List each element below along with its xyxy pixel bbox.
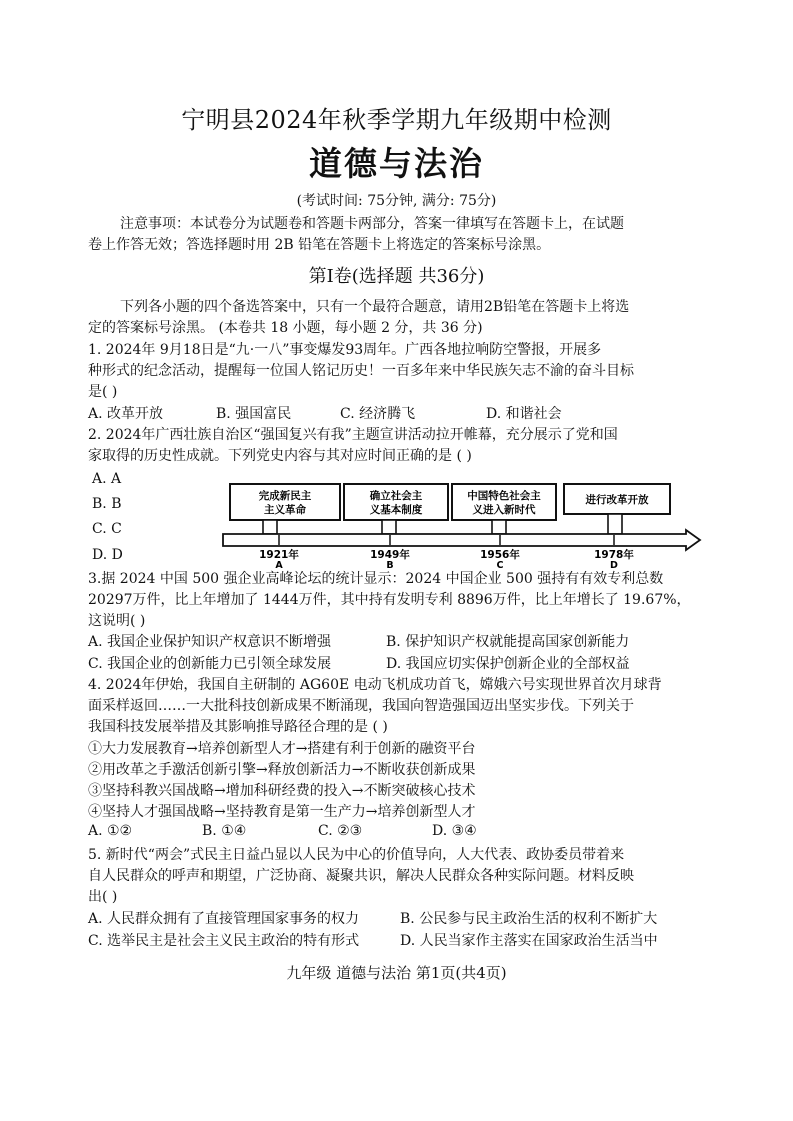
timeline-box-1-line-2: 主义革命 bbox=[264, 504, 306, 516]
statement-2: ②用改革之手激活创新引擎→释放创新活力→不断收获创新成果 bbox=[88, 762, 476, 778]
option-b: B. B bbox=[92, 496, 122, 512]
option-b: B. ①④ bbox=[202, 823, 247, 839]
timeline-letter-c: C bbox=[496, 560, 504, 570]
question-text-line: 家取得的历史性成就。下列党史内容与其对应时间正确的是 ( ) bbox=[88, 448, 472, 464]
question-text-line: 4. 2024年伊始，我国自主研制的 AG60E 电动飞机成功首飞，嫦娥六号实现世界首次月球背 bbox=[88, 677, 662, 693]
exam-title: 宁明县2024年秋季学期九年级期中检测 bbox=[181, 106, 612, 134]
notice-line-1: 注意事项：本试卷分为试题卷和答题卡两部分，答案一律填写在答题卡上，在试题 bbox=[120, 216, 624, 232]
subject-title: 道德与法治 bbox=[309, 144, 484, 183]
option-a: A. ①② bbox=[88, 823, 133, 839]
question-text-line: 种形式的纪念活动，提醒每一位国人铭记历史！一百多年来中华民族矢志不渝的奋斗目标 bbox=[88, 363, 634, 379]
question-text-line: 面采样返回……一大批科技创新成果不断涌现，我国向智造强国迈出坚实步伐。下列关于 bbox=[88, 698, 634, 714]
option-b: B. 公民参与民主政治生活的权利不断扩大 bbox=[400, 911, 658, 927]
timeline-letter-a: A bbox=[275, 560, 283, 570]
notice-line-2: 卷上作答无效；答选择题时用 2B 铅笔在答题卡上将选定的答案标号涂黑。 bbox=[88, 237, 551, 253]
timeline-box-2-line-1: 确立社会主 bbox=[369, 490, 423, 502]
party-history-timeline bbox=[218, 478, 708, 570]
timeline-year-1: 1921年 bbox=[259, 549, 299, 561]
timeline-box-1-line-1: 完成新民主 bbox=[258, 490, 312, 502]
option-c: C. C bbox=[92, 521, 122, 537]
question-text-line: 出( ) bbox=[88, 889, 118, 905]
section-intro-line-1: 下列各小题的四个备选答案中，只有一个最符合题意，请用2B铅笔在答题卡上将选 bbox=[120, 299, 630, 315]
option-a: A. 人民群众拥有了直接管理国家事务的权力 bbox=[88, 911, 360, 927]
timeline-box-3-line-2: 义进入新时代 bbox=[472, 504, 536, 516]
option-c: C. ②③ bbox=[318, 823, 363, 839]
option-c: C. 我国企业的创新能力已引领全球发展 bbox=[88, 656, 332, 672]
page-footer: 九年级 道德与法治 第1页(共4页) bbox=[286, 964, 507, 982]
option-a: A. A bbox=[92, 471, 122, 487]
option-b: B. 保护知识产权就能提高国家创新能力 bbox=[386, 634, 630, 650]
option-d: D. ③④ bbox=[432, 823, 477, 839]
statement-3: ③坚持科教兴国战略→增加科研经费的投入→不断突破核心技术 bbox=[88, 783, 476, 799]
question-text-line: 2. 2024年广西壮族自治区“强国复兴有我”主题宣讲活动拉开帷幕，充分展示了党和国 bbox=[88, 427, 618, 443]
option-c: C. 经济腾飞 bbox=[340, 406, 416, 422]
option-c: C. 选举民主是社会主义民主政治的特有形式 bbox=[88, 933, 360, 949]
option-a: A. 我国企业保护知识产权意识不断增强 bbox=[88, 634, 332, 650]
statement-1: ①大力发展教育→培养创新型人才→搭建有利于创新的融资平台 bbox=[88, 741, 476, 757]
option-d: D. 人民当家作主落实在国家政治生活当中 bbox=[400, 933, 658, 949]
option-d: D. 我国应切实保护创新企业的全部权益 bbox=[386, 656, 630, 672]
question-text-line: 20297万件，比上年增加了 1444万件，其中持有发明专利 8896万件，比上年增长了 19.67%， bbox=[88, 592, 691, 608]
timeline-letter-d: D bbox=[610, 560, 618, 570]
timeline-box-2-line-2: 义基本制度 bbox=[369, 504, 423, 516]
timeline-year-2: 1949年 bbox=[370, 549, 410, 561]
question-text-line: 这说明( ) bbox=[88, 613, 146, 629]
timeline-arrow bbox=[223, 530, 700, 550]
timeline-box-4-line-1: 进行改革开放 bbox=[585, 494, 649, 506]
question-text-line: 我国科技发展举措及其影响推导路径合理的是 ( ) bbox=[88, 719, 388, 735]
option-d: D. D bbox=[92, 547, 123, 563]
option-d: D. 和谐社会 bbox=[486, 406, 562, 422]
statement-4: ④坚持人才强国战略→坚持教育是第一生产力→培养创新型人才 bbox=[88, 804, 476, 820]
timeline-letter-b: B bbox=[386, 560, 394, 570]
question-text-line: 是( ) bbox=[88, 384, 118, 400]
question-text-line: 1. 2024年 9月18日是“九·一八”事变爆发93周年。广西各地拉响防空警报，开展多 bbox=[88, 342, 602, 358]
exam-info: (考试时间: 75分钟, 满分: 75分) bbox=[296, 193, 497, 209]
question-text-line: 自人民群众的呼声和期望，广泛协商、凝聚共识，解决人民群众各种实际问题。材料反映 bbox=[88, 868, 634, 884]
option-b: B. 强国富民 bbox=[216, 406, 292, 422]
section-intro-line-2: 定的答案标号涂黑。 (本卷共 18 小题，每小题 2 分，共 36 分) bbox=[88, 320, 483, 336]
timeline-year-4: 1978年 bbox=[594, 549, 634, 561]
section-title: 第Ⅰ卷(选择题 共36分) bbox=[308, 266, 485, 287]
option-a: A. 改革开放 bbox=[88, 406, 164, 422]
question-text-line: 5. 新时代“两会”式民主日益凸显以人民为中心的价值导向，人大代表、政协委员带着来 bbox=[88, 847, 625, 863]
timeline-box-3-line-1: 中国特色社会主 bbox=[467, 490, 541, 502]
timeline-year-3: 1956年 bbox=[480, 549, 520, 561]
question-text-line: 3.据 2024 中国 500 强企业高峰论坛的统计显示：2024 中国企业 500 强持有有效专利总数 bbox=[88, 571, 664, 587]
